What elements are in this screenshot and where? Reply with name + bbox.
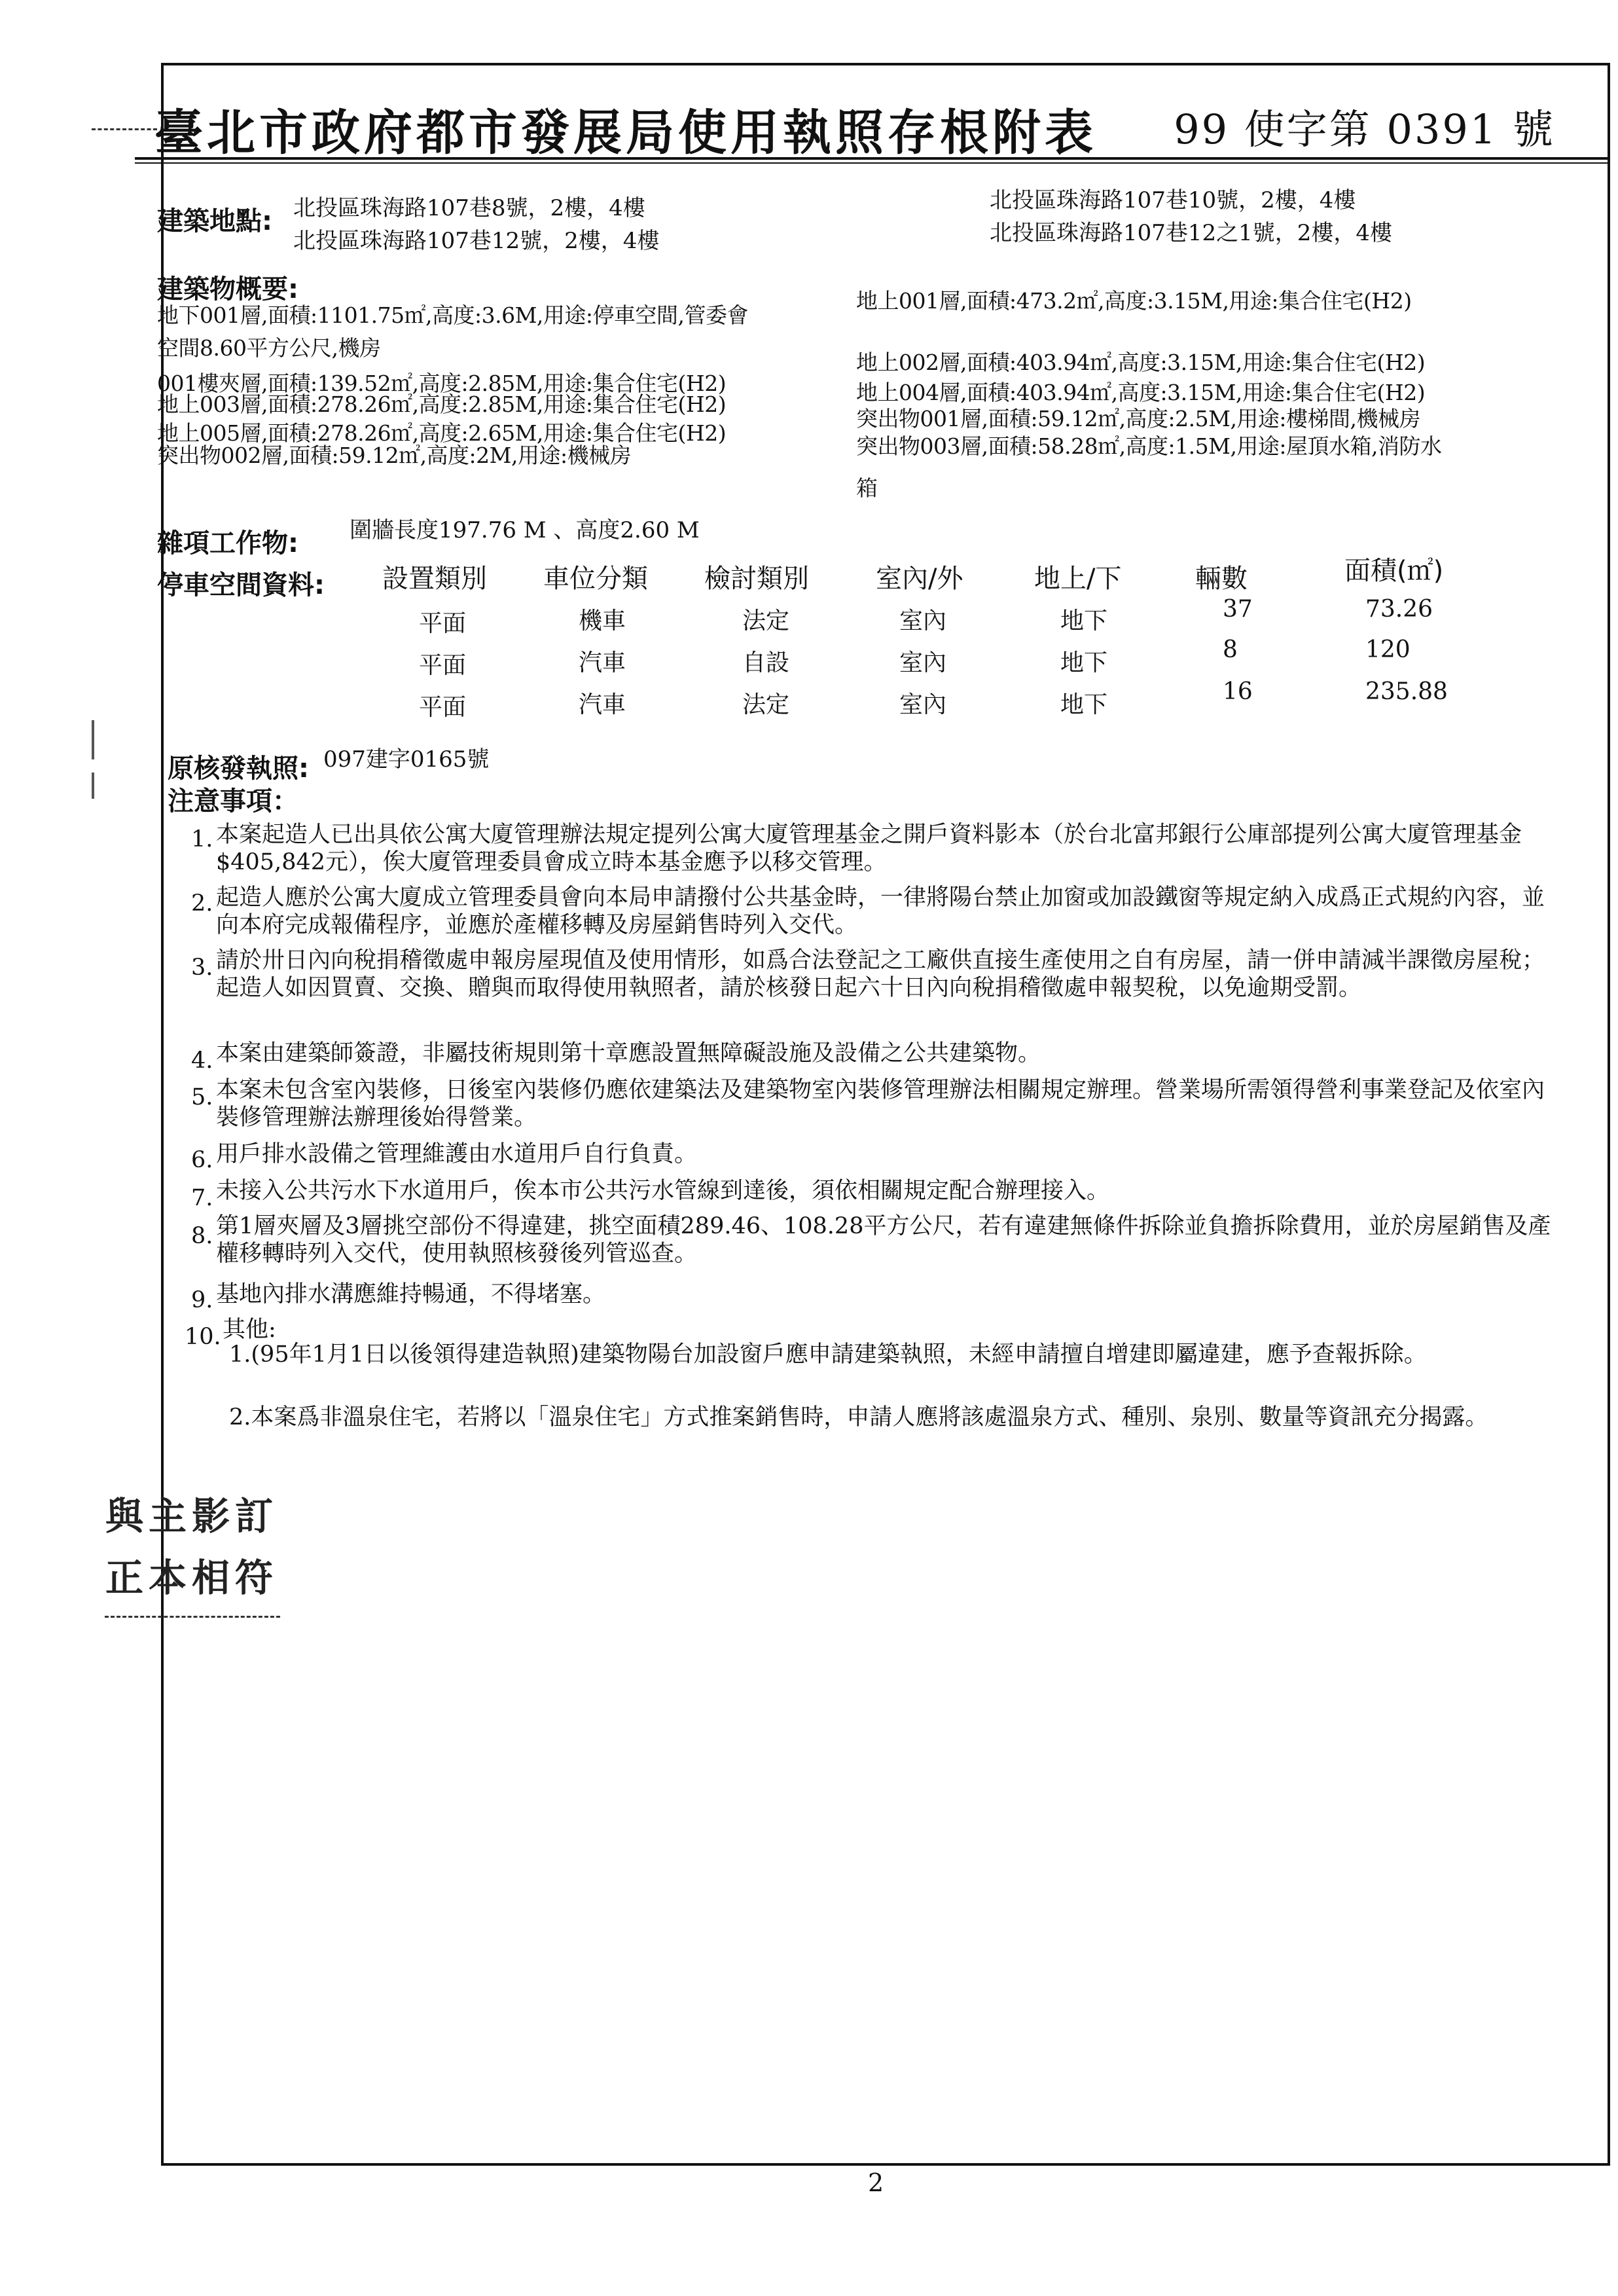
note-text: 請於卅日內向稅捐稽徵處申報房屋現值及使用情形，如爲合法登記之工廠供直接生產使用之自有房屋，請一併申請減半課徵房屋稅；起造人如因買賣、交換、贈與而取得使用執照者，請於核發日起六十日內向稅捐稽徵處申報契稅，以免逾期受罰。	[216, 947, 1545, 1001]
parking-header: 室內/外	[876, 564, 963, 594]
overview-line: 地上001層,面積:473.2㎡,高度:3.15M,用途:集合住宅(H2)	[856, 288, 1412, 314]
title-bar	[135, 84, 1594, 169]
overview-line: 空間8.60平方公尺,機房	[157, 335, 381, 361]
note-text: 用戶排水設備之管理維護由水道用戶自行負責。	[216, 1141, 698, 1167]
parking-cell: 法定	[742, 608, 790, 634]
parking-header: 地上/下	[1034, 564, 1122, 594]
seal-character: 本	[148, 1556, 187, 1600]
note-text: 其他:	[223, 1317, 276, 1343]
parking-cell: 地下	[1060, 691, 1108, 718]
site-address: 北投區珠海路107巷12號，2樓，4樓	[293, 228, 660, 254]
parking-cell: 法定	[742, 691, 790, 718]
scan-edge-mark	[92, 720, 94, 759]
note-number: 4.	[191, 1048, 213, 1074]
note-text: 本案由建築師簽證，非屬技術規則第十章應設置無障礙設施及設備之公共建築物。	[216, 1040, 1041, 1066]
note-number: 7.	[191, 1185, 213, 1211]
site-address: 北投區珠海路107巷12之1號，2樓，4樓	[990, 220, 1393, 246]
overview-label: 建築物概要:	[157, 274, 298, 304]
site-address: 北投區珠海路107巷8號，2樓，4樓	[293, 195, 645, 221]
note-number: 10.	[185, 1324, 221, 1350]
note-other-text: 2.本案爲非溫泉住宅，若將以「溫泉住宅」方式推案銷售時，申請人應將該處溫泉方式、種別、泉別、數量等資訊充分揭露。	[229, 1404, 1488, 1430]
parking-header: 面積(㎡)	[1344, 556, 1444, 586]
seal-character: 主	[148, 1494, 187, 1539]
parking-header: 檢討類別	[704, 564, 809, 594]
parking-cell: 37	[1223, 596, 1253, 623]
parking-cell: 16	[1223, 678, 1253, 705]
note-number: 6.	[191, 1147, 213, 1173]
overview-line: 地上004層,面積:403.94㎡,高度:3.15M,用途:集合住宅(H2)	[856, 380, 1426, 405]
parking-cell: 235.88	[1365, 678, 1448, 705]
overview-line: 地上002層,面積:403.94㎡,高度:3.15M,用途:集合住宅(H2)	[856, 350, 1426, 375]
parking-cell: 地下	[1060, 608, 1108, 634]
parking-header: 輛數	[1195, 564, 1248, 594]
misc-value: 圍牆長度197.76 M 、高度2.60 M	[350, 517, 700, 543]
misc-label: 雜項工作物:	[157, 528, 298, 558]
parking-cell: 室內	[899, 649, 947, 676]
note-number: 9.	[191, 1287, 213, 1313]
note-text: 本案未包含室內裝修，日後室內裝修仍應依建築法及建築物室內裝修管理辦法相關規定辦理。營業場所需領得營利事業登記及依室內裝修管理辦法辦理後始得營業。	[216, 1077, 1545, 1131]
seal-character: 符	[234, 1556, 273, 1600]
site-label: 建築地點:	[157, 206, 272, 236]
overview-line: 地下001層,面積:1101.75㎡,高度:3.6M,用途:停車空間,管委會	[157, 302, 749, 328]
parking-cell: 機車	[579, 608, 626, 634]
permit-number: 99 使字第 0391 號	[1174, 105, 1555, 153]
seal-character: 正	[105, 1556, 143, 1600]
parking-cell: 自設	[742, 649, 790, 676]
parking-cell: 地下	[1060, 649, 1108, 676]
parking-cell: 室內	[899, 608, 947, 634]
note-other-text: 1.(95年1月1日以後領得建造執照)建築物陽台加設窗戶應申請建築執照，未經申請擅自增建即屬違建，應予查報拆除。	[229, 1341, 1427, 1368]
parking-cell: 73.26	[1365, 596, 1433, 623]
note-number: 8.	[191, 1223, 213, 1249]
parking-cell: 8	[1223, 636, 1238, 663]
seal-character: 相	[191, 1556, 230, 1600]
original-permit-value: 097建字0165號	[323, 746, 490, 773]
parking-label: 停車空間資料:	[157, 570, 325, 600]
seal-underline	[105, 1616, 280, 1618]
overview-line: 突出物001層,面積:59.12㎡,高度:2.5M,用途:樓梯間,機械房	[856, 406, 1421, 431]
page-number: 2	[868, 2168, 884, 2197]
title-underline	[135, 157, 1610, 160]
note-text: 未接入公共污水下水道用戶，俟本市公共污水管線到達後，須依相關規定配合辦理接入。	[216, 1178, 1110, 1204]
overview-line: 地上003層,面積:278.26㎡,高度:2.85M,用途:集合住宅(H2)	[157, 392, 727, 417]
title-underline-thin	[135, 162, 1610, 164]
parking-cell: 平面	[419, 610, 467, 637]
note-number: 5.	[191, 1084, 213, 1110]
parking-cell: 平面	[419, 694, 467, 721]
parking-header: 設置類別	[382, 564, 487, 594]
note-text: 基地內排水溝應維持暢通，不得堵塞。	[216, 1281, 606, 1307]
parking-cell: 汽車	[579, 649, 626, 676]
seal-character: 影	[191, 1494, 230, 1539]
parking-cell: 汽車	[579, 691, 626, 718]
document-title: 臺北市政府都市發展局使用執照存根附表	[154, 105, 1097, 161]
seal-character: 與	[105, 1494, 143, 1539]
overview-line: 地上005層,面積:278.26㎡,高度:2.65M,用途:集合住宅(H2)	[157, 420, 727, 446]
note-number: 1.	[191, 826, 213, 852]
note-text: 第1層夾層及3層挑空部份不得違建，挑空面積289.46、108.28平方公尺，若有違建無條件拆除並負擔拆除費用，並於房屋銷售及產權移轉時列入交代，使用執照核發後列管巡查。	[216, 1213, 1551, 1267]
note-number: 3.	[191, 955, 213, 981]
site-address: 北投區珠海路107巷10號，2樓，4樓	[990, 187, 1356, 213]
parking-header: 車位分類	[543, 564, 648, 594]
certification-seal	[105, 1485, 280, 1616]
overview-line: 突出物003層,面積:58.28㎡,高度:1.5M,用途:屋頂水箱,消防水	[856, 433, 1442, 459]
parking-cell: 室內	[899, 691, 947, 718]
seal-character: 訂	[234, 1494, 273, 1539]
overview-line: 001樓夾層,面積:139.52㎡,高度:2.85M,用途:集合住宅(H2)	[157, 371, 727, 396]
note-text: 起造人應於公寓大廈成立管理委員會向本局申請撥付公共基金時，一律將陽台禁止加窗或加設鐵窗等規定納入成爲正式規約內容，並向本府完成報備程序，並應於產權移轉及房屋銷售時列入交代。	[216, 884, 1545, 938]
scan-edge-mark	[92, 773, 94, 799]
notes-label: 注意事項：	[168, 786, 298, 816]
note-number: 2.	[191, 890, 213, 917]
note-text: 本案起造人已出具依公寓大廈管理辦法規定提列公寓大廈管理基金之開戶資料影本（於台北富邦銀行公庫部提列公寓大廈管理基金$405,842元），俟大廈管理委員會成立時本基金應予以移交管理。	[216, 822, 1522, 875]
original-permit-label: 原核發執照:	[168, 754, 309, 784]
parking-cell: 120	[1365, 636, 1411, 663]
overview-line: 箱	[856, 475, 878, 501]
parking-cell: 平面	[419, 652, 467, 679]
overview-line: 突出物002層,面積:59.12㎡,高度:2M,用途:機械房	[157, 443, 632, 468]
